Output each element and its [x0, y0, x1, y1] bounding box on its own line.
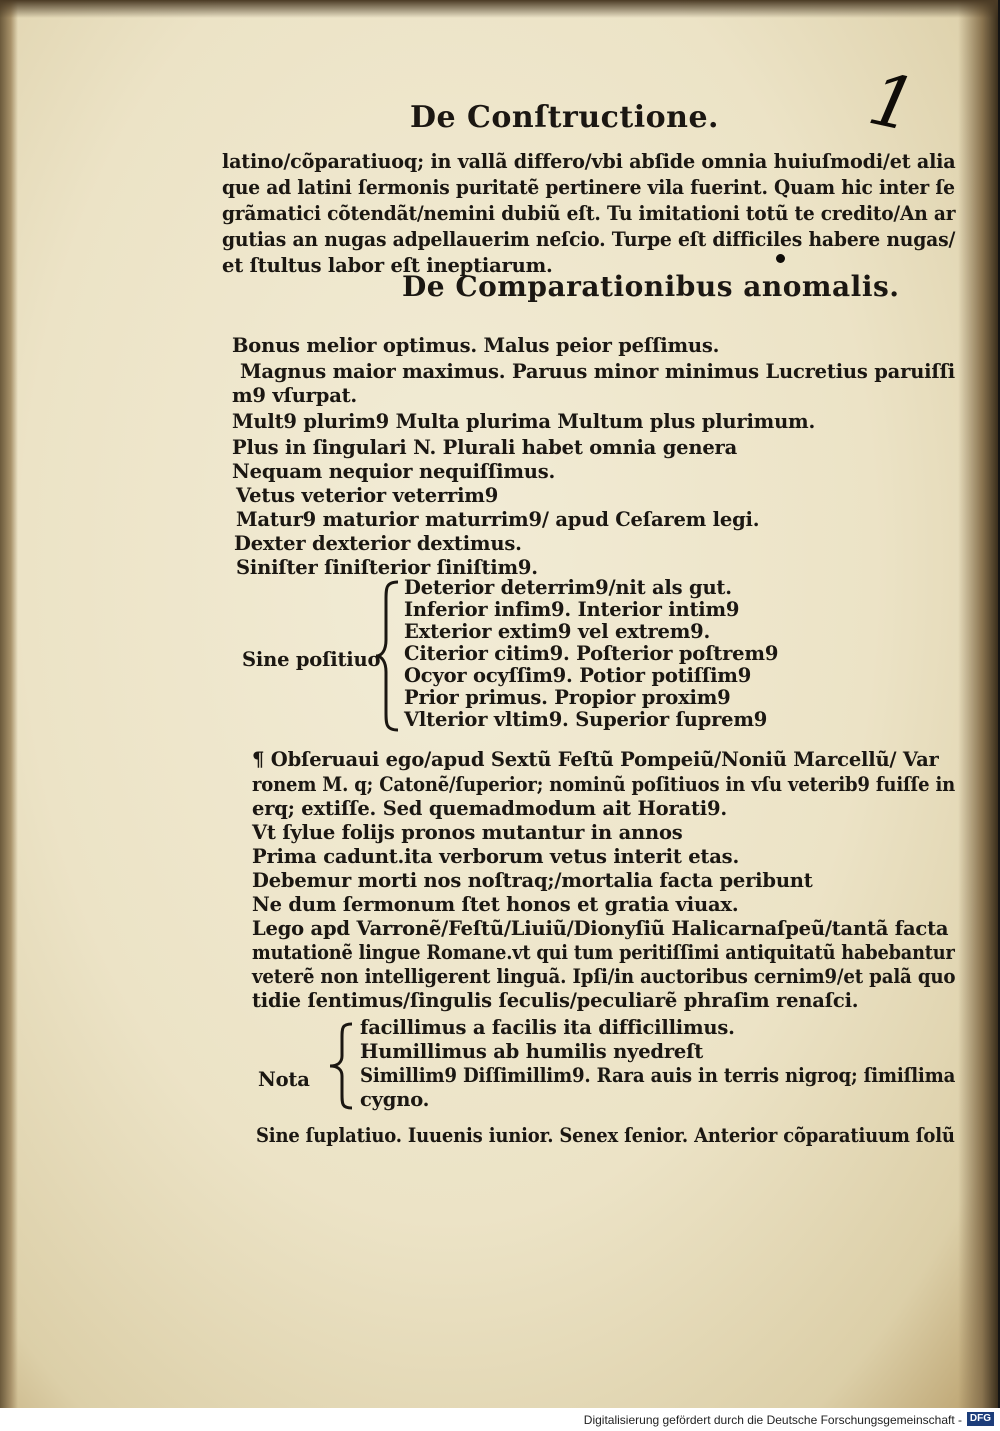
page-edge-left — [0, 0, 18, 1408]
text-line: Ocyor ocyſſim9. Potior potiſſim9 — [404, 664, 752, 687]
text-line: Humillimus ab humilis nyedreſt — [360, 1040, 704, 1063]
text-line: gutias an nugas adpellauerim neſcio. Turpe eſt difficiles habere nugas/ — [222, 228, 956, 251]
text-line: latino/cõparatiuoq; in vallã differo/vbi abſide omnia huiuſmodi/et alia — [222, 150, 956, 173]
text-line: erq; extiſſe. Sed quemadmodum ait Horati9. — [252, 797, 727, 820]
text-line: Deterior deterrim9/nit als gut. — [404, 576, 732, 599]
text-line: Prima cadunt.ita verborum vetus interit etas. — [252, 845, 740, 868]
curly-brace-icon — [372, 578, 402, 734]
nota-label: Nota — [258, 1068, 310, 1091]
text-line: Prior primus. Propior proxim9 — [404, 686, 731, 709]
text-line: Ne dum ſermonum ſtet honos et gratia viuax. — [252, 893, 739, 916]
footer-bar — [0, 1408, 1000, 1431]
text-line: Vt ſylue folijs pronos mutantur in annos — [252, 821, 683, 844]
text-line: Plus in ſingulari N. Plurali habet omnia genera — [232, 436, 738, 459]
text-line: veterẽ non intelligerent linguã. Ipſi/in auctoribus cernim9/et palã quo — [252, 965, 956, 988]
text-line: Bonus melior optimus. Malus peior peſſimus. — [232, 334, 720, 357]
dfg-logo[interactable]: DFG — [967, 1412, 994, 1426]
text-line: Vetus veterior veterrim9 — [236, 484, 499, 507]
funding-notice: Digitalisierung gefördert durch die Deutsche Forschungsgemeinschaft - — [583, 1413, 962, 1427]
text-line: que ad latini ſermonis puritatẽ pertinere vila fuerint. Quam hic inter ſe — [222, 176, 955, 199]
text-line: Matur9 maturior maturrim9/ apud Ceſarem legi. — [236, 508, 760, 531]
text-line: grãmatici cõtendãt/nemini dubiũ eſt. Tu imitationi totũ te credito/An ar — [222, 202, 956, 225]
text-line: Dexter dexterior dextimus. — [234, 532, 522, 555]
text-line: Nequam nequior nequiſſimus. — [232, 460, 556, 483]
text-line: cygno. — [360, 1088, 430, 1111]
text-line: facillimus a facilis ita difficillimus. — [360, 1016, 735, 1039]
sine-positiuo-label: Sine poſitiuo — [242, 648, 381, 671]
heading-de-constructione: De Conſtructione. — [410, 100, 719, 135]
text-line: Exterior extim9 vel extrem9. — [404, 620, 711, 643]
ink-dot — [776, 254, 785, 263]
text-line: tidie ſentimus/ſingulis ſeculis/peculiarẽ phraſim renaſci. — [252, 989, 859, 1012]
text-line: Citerior citim9. Poſterior poſtrem9 — [404, 642, 779, 665]
text-line: Siniſter ſiniſterior ſiniſtim9. — [236, 556, 538, 579]
folio-number: 1 — [861, 56, 925, 148]
text-line: Lego apd Varronẽ/Feſtũ/Liuiũ/Dionyſiũ Halicarnaſpeũ/tantã facta — [252, 917, 949, 940]
text-line: Simillim9 Diſſimillim9. Rara auis in terris nigroq; ſimiſlima — [360, 1064, 956, 1087]
text-line: Mult9 plurim9 Multa plurima Multum plus plurimum. — [232, 410, 816, 433]
text-line: ¶ Obſeruaui ego/apud Sextũ Feſtũ Pompeiũ/Noniũ Marcellũ/ Var — [252, 748, 939, 771]
curly-brace-icon — [326, 1020, 356, 1112]
text-line: Vlterior vltim9. Superior ſuprem9 — [404, 708, 768, 731]
text-line: ronem M. q; Catonẽ/ſuperior; nominũ poſitiuos in vſu veterib9 fuiſſe in — [252, 773, 956, 796]
text-line: et ſtultus labor eſt ineptiarum. — [222, 254, 553, 277]
text-line: Magnus maior maximus. Paruus minor minimus Lucretius paruiſſi — [240, 360, 955, 383]
text-line: m9 vſurpat. — [232, 384, 358, 407]
page-edge-top — [0, 0, 998, 18]
text-line: Inferior infim9. Interior intim9 — [404, 598, 740, 621]
page-edge-right — [958, 0, 998, 1408]
text-line: Sine ſuplatiuo. Iuuenis iunior. Senex ſenior. Anterior cõparatiuum ſolũ — [256, 1124, 955, 1147]
text-line: Debemur morti nos noſtraq;/mortalia facta peribunt — [252, 869, 813, 892]
text-line: mutationẽ lingue Romane.vt qui tum peritiſſimi antiquitatũ habebantur — [252, 941, 955, 964]
heading-de-comparationibus: De Comparationibus anomalis. — [402, 270, 900, 303]
